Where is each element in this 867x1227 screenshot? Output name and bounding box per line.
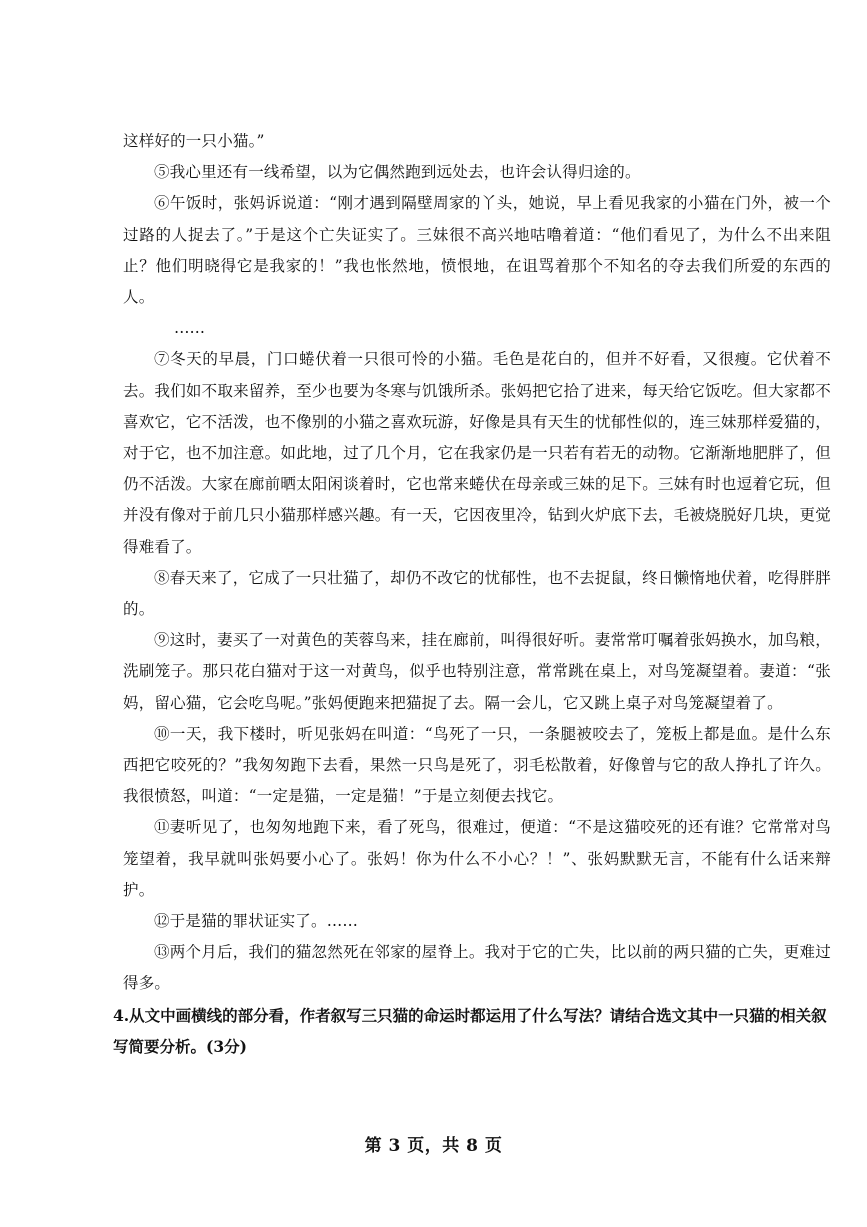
- paragraph-10: ⑩一天，我下楼时，听见张妈在叫道：“鸟死了一只，一条腿被咬去了，笼板上都是血。是什么东西把它咬死的？”我匆匆跑下去看，果然一只鸟是死了，羽毛松散着，好像曾与它的敌人挣扎了许久。我很愤怒，叫道：“一定是猫，一定是猫！”于是立刻便去找它。: [123, 724, 831, 806]
- paragraph-9: ⑨这时，妻买了一对黄色的芙蓉鸟来，挂在廊前，叫得很好听。妻常常叮嘱着张妈换水，加鸟粮，洗刷笼子。那只花白猫对于这一对黄鸟，似乎也特别注意，常常跳在桌上，对鸟笼凝望着。妻道：“张妈，留心猫，它会吃鸟呢。”张妈便跑来把猫捉了去。隔一会儿，它又跳上桌子对鸟笼凝望着了。: [123, 631, 831, 712]
- paragraph-6: ⑥午饭时，张妈诉说道：“刚才遇到隔壁周家的丫头，她说，早上看见我家的小猫在门外，被一个过路的人捉去了。”于是这个亡失证实了。三妹很不高兴地咕噜着道：“他们看见了，为什么不出来阻止？他们明晓得它是我家的！”我也怅然地，愤恨地，在诅骂着那个不知名的夺去我们所爱的东西的人。: [123, 194, 831, 307]
- passage-content: [113, 126, 831, 1062]
- paragraph-5: ⑤我心里还有一线希望，以为它偶然跑到远处去，也许会认得归途的。: [154, 163, 641, 182]
- page-number-footer: 第 3 页，共 8 页: [364, 1136, 503, 1156]
- paragraph-12: ⑫于是猫的罪状证实了。……: [154, 912, 359, 931]
- omission-mark: ……: [174, 319, 205, 338]
- question-4: 4.从文中画横线的部分看，作者叙写三只猫的命运时都运用了什么写法？请结合选文其中一只猫的相关叙写简要分析。(3分): [113, 1005, 827, 1056]
- paragraph-8: ⑧春天来了，它成了一只壮猫了，却仍不改它的忧郁性，也不去捉鼠，终日懒惰地伏着，吃得胖胖的。: [123, 568, 831, 619]
- paragraph-continuation: 这样好的一只小猫。”: [123, 132, 265, 150]
- paragraph-11: ⑪妻听见了，也匆匆地跑下来，看了死鸟，很难过，便道：“不是这猫咬死的还有谁？它常常对鸟笼望着，我早就叫张妈要小心了。张妈！你为什么不小心？！”、张妈默默无言，不能有什么话来辩护。: [123, 818, 831, 899]
- paragraph-13: ⑬两个月后，我们的猫忽然死在邻家的屋脊上。我对于它的亡失，比以前的两只猫的亡失，更难过得多。: [123, 943, 831, 993]
- paragraph-7: ⑦冬天的早晨，门口蜷伏着一只很可怜的小猫。毛色是花白的，但并不好看，又很瘦。它伏着不去。我们如不取来留养，至少也要为冬寒与饥饿所杀。张妈把它拾了进来，每天给它饭吃。但大家都不喜欢它，它不活泼，也不像别的小猫之喜欢玩游，好像是具有天生的忧郁性似的，连三妹那样爱猫的，对于它，也不加注意。如此地，过了几个月，它在我家仍是一只若有若无的动物。它渐渐地肥胖了，但仍不活泼。大家在廊前晒太阳闲谈着时，它也常来蜷伏在母亲或三妹的足下。三妹有时也逗着它玩，但并没有像对于前几只小猫那样感兴趣。有一天，它因夜里冷，钻到火炉底下去，毛被烧脱好几块，更觉得难看了。: [123, 350, 831, 556]
